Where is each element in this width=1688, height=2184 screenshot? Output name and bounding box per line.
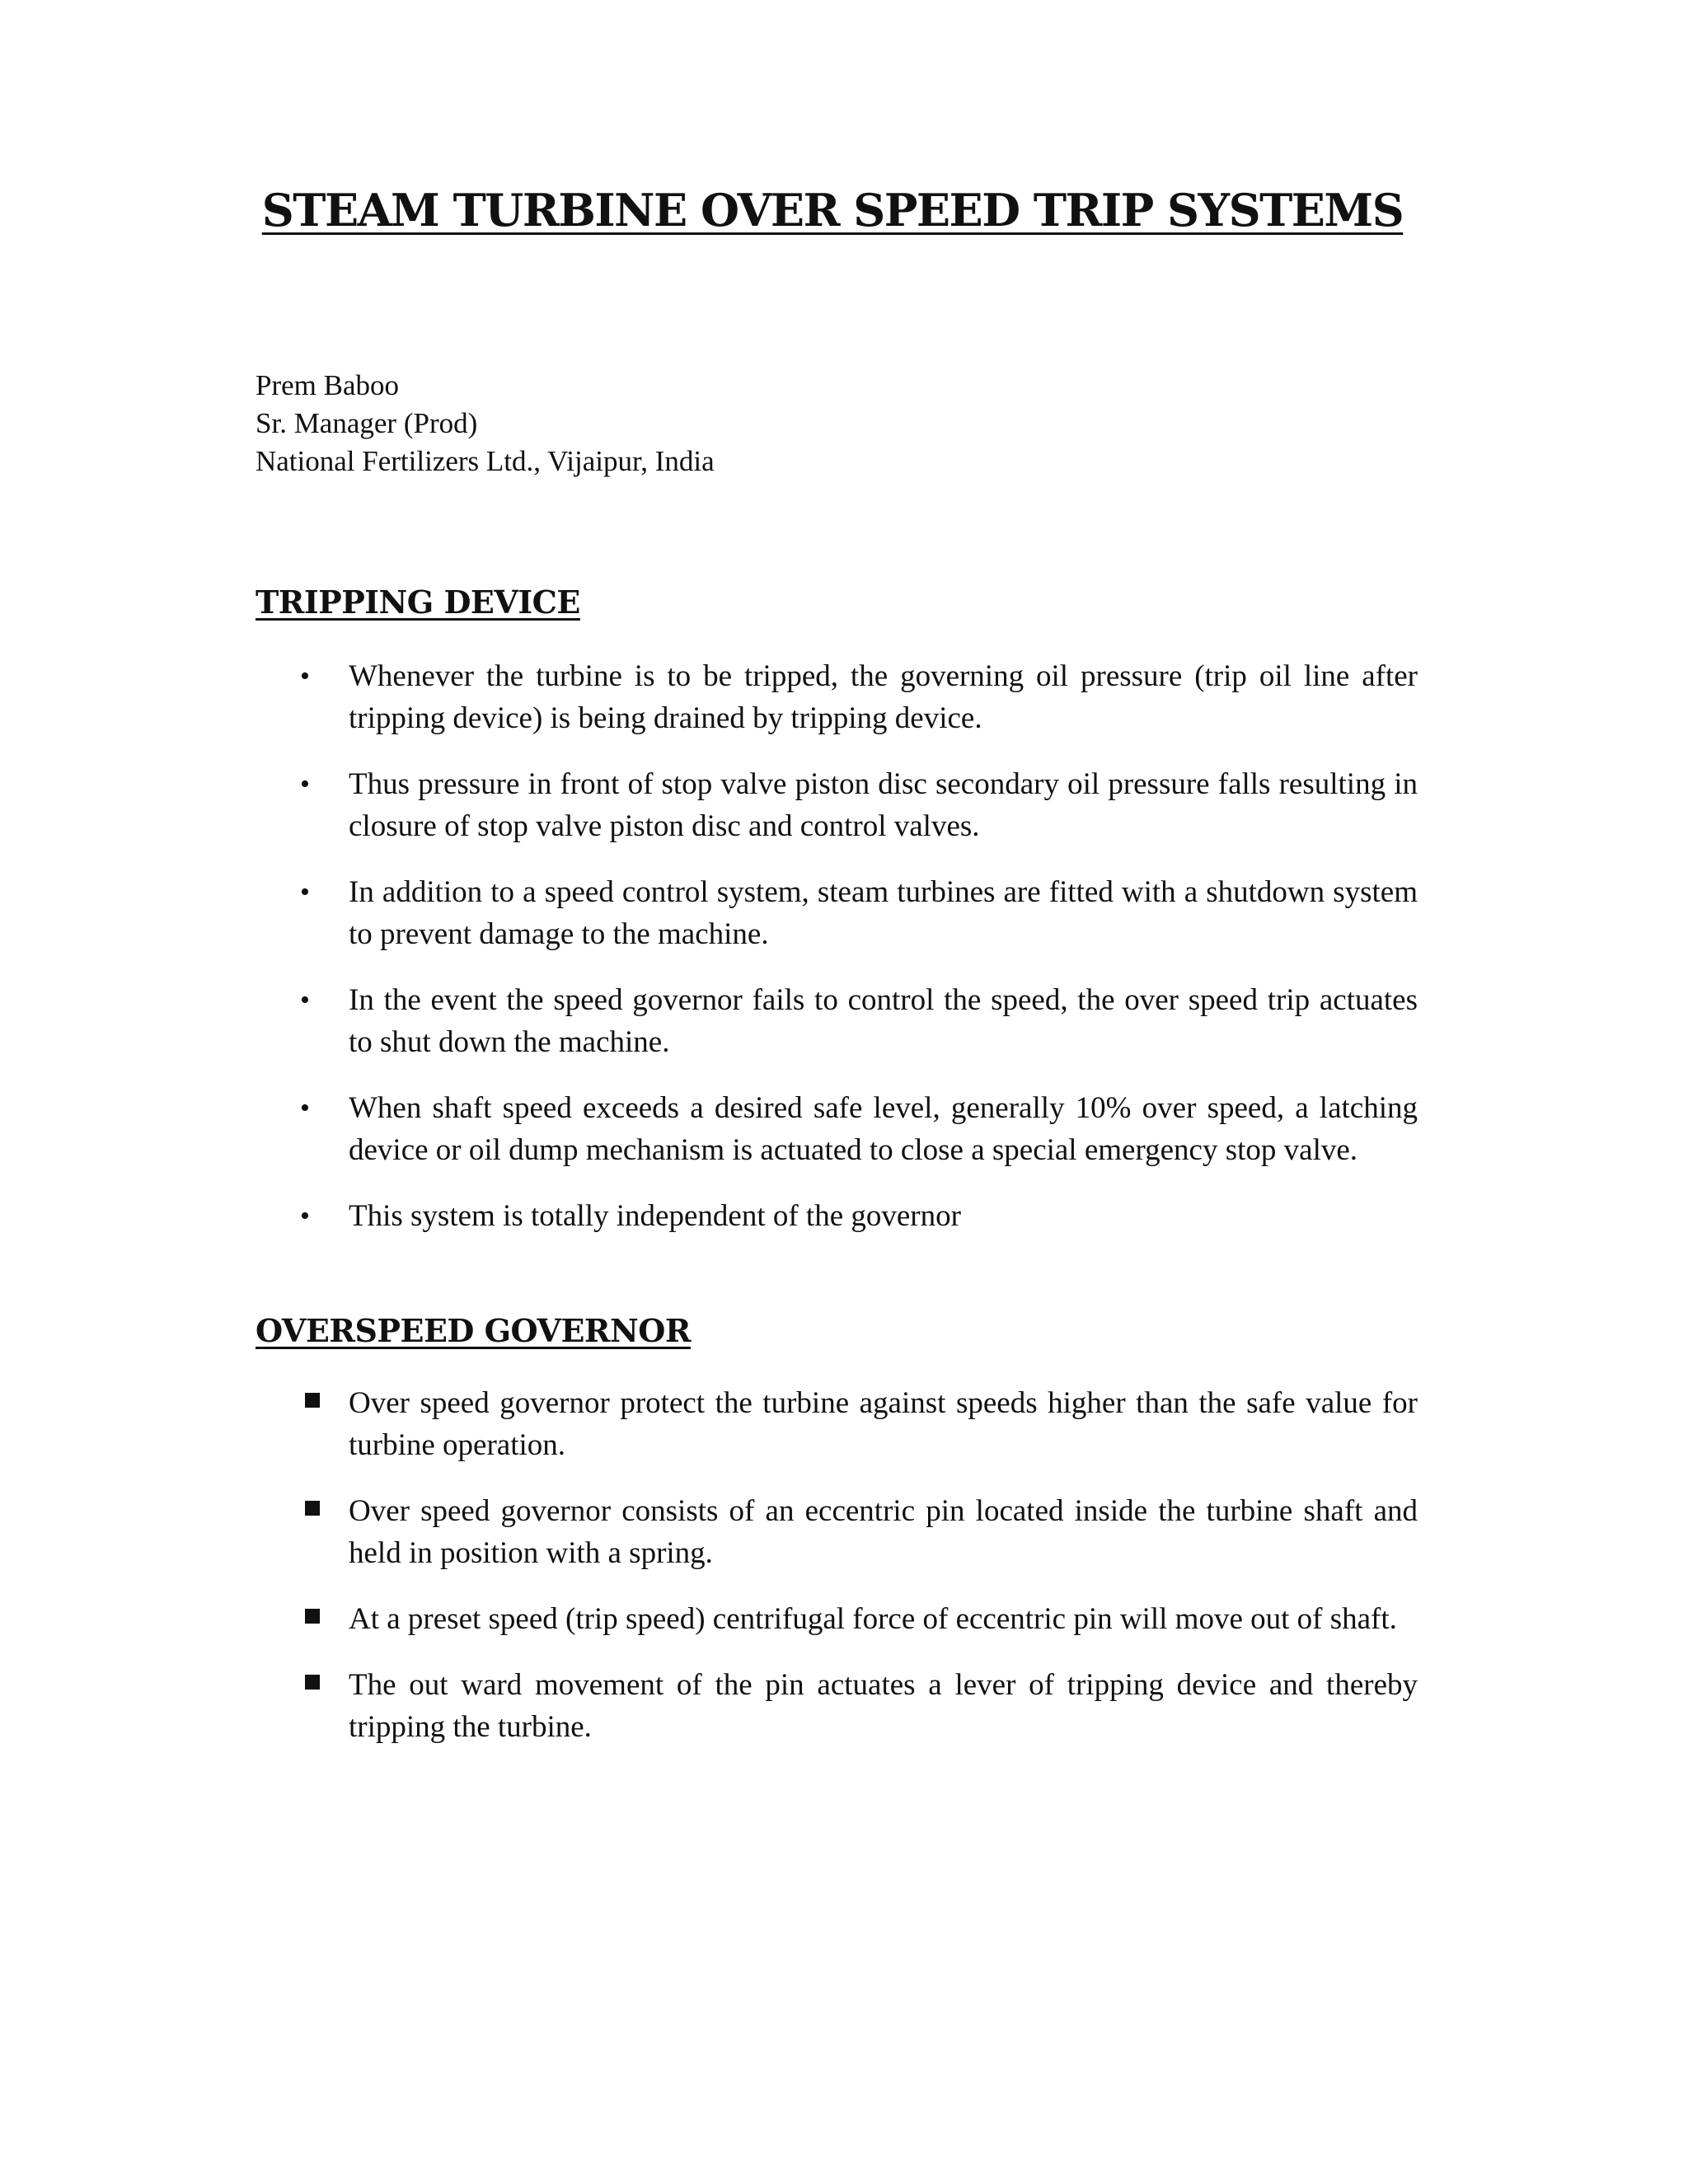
list-item bbox=[297, 1195, 1418, 1237]
list-item-text: In the event the speed governor fails to control the speed, the over speed trip actuates to shut down the machine. bbox=[349, 983, 1418, 1059]
page-title: STEAM TURBINE OVER SPEED TRIP SYSTEMS bbox=[261, 184, 1404, 237]
author-position: Sr. Manager (Prod) bbox=[256, 407, 478, 439]
section-heading-tripping-device: TRIPPING DEVICE bbox=[256, 583, 580, 621]
square-bullet-icon bbox=[305, 1675, 320, 1690]
square-bullet-icon bbox=[305, 1393, 320, 1408]
bullet-dot-icon: • bbox=[300, 1201, 310, 1231]
bullet-dot-icon: • bbox=[300, 1093, 310, 1123]
bullet-dot-icon: • bbox=[300, 661, 310, 691]
list-item-text: Over speed governor protect the turbine against speeds higher than the safe value for turbine operation. bbox=[349, 1386, 1418, 1462]
list-item bbox=[297, 979, 1418, 1063]
list-item-text: The out ward movement of the pin actuates a lever of tripping device and thereby tripping the turbine. bbox=[349, 1668, 1418, 1744]
list-item bbox=[297, 1382, 1418, 1466]
list-item bbox=[297, 1087, 1418, 1171]
overspeed-governor-list bbox=[297, 1382, 1418, 1772]
author-organization: National Fertilizers Ltd., Vijaipur, India bbox=[256, 445, 715, 477]
list-item-text: At a preset speed (trip speed) centrifugal force of eccentric pin will move out of shaft. bbox=[349, 1602, 1397, 1636]
bullet-dot-icon: • bbox=[300, 877, 310, 907]
list-item-text: Thus pressure in front of stop valve piston disc secondary oil pressure falls resulting in closure of stop valve piston disc and control valves. bbox=[349, 767, 1418, 843]
list-item bbox=[297, 1664, 1418, 1748]
list-item-text: Over speed governor consists of an eccentric pin located inside the turbine shaft and held in position with a spring. bbox=[349, 1494, 1418, 1570]
list-item-text: Whenever the turbine is to be tripped, the governing oil pressure (trip oil line after tripping device) is being drained by tripping device. bbox=[349, 659, 1418, 735]
list-item-text: When shaft speed exceeds a desired safe level, generally 10% over speed, a latching device or oil dump mechanism is actuated to close a special emergency stop valve. bbox=[349, 1091, 1418, 1167]
bullet-dot-icon: • bbox=[300, 769, 310, 799]
list-item bbox=[297, 871, 1418, 955]
list-item-text: In addition to a speed control system, steam turbines are fitted with a shutdown system to prevent damage to the machine. bbox=[349, 875, 1418, 951]
bullet-dot-icon: • bbox=[300, 985, 310, 1015]
tripping-device-list bbox=[297, 655, 1418, 1261]
author-name: Prem Baboo bbox=[256, 369, 400, 401]
square-bullet-icon bbox=[305, 1501, 320, 1516]
list-item bbox=[297, 655, 1418, 739]
author-block bbox=[256, 367, 715, 480]
list-item bbox=[297, 1598, 1418, 1640]
list-item bbox=[297, 1490, 1418, 1574]
list-item bbox=[297, 763, 1418, 847]
section-heading-overspeed-governor: OVERSPEED GOVERNOR bbox=[256, 1312, 691, 1349]
list-item-text: This system is totally independent of the governor bbox=[349, 1199, 961, 1233]
square-bullet-icon bbox=[305, 1609, 320, 1624]
